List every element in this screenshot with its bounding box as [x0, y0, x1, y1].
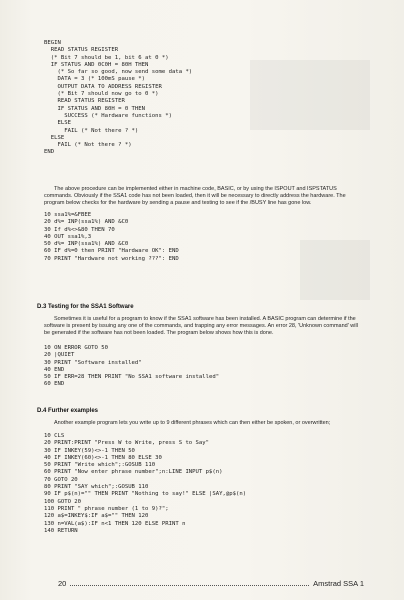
page-footer — [58, 579, 364, 588]
code-block-hardware-test: 10 ssa1%=&FBEE 20 d%= INP(ssa1%) AND &C0 30 If d%<>&80 THEN 70 40 OUT ssa1%,3 50 d%= INP(ssa1%) AND &C0 60 IF d%=0 then PRINT "Hardware OK": END 70 PRINT "Hardware not working ???": END — [44, 212, 179, 262]
paragraph-implementation: The above procedure can be implemented either in machine code, BASIC, or by using the ISPOUT and ISPSTATUS commands. Obviously if the SSA1 code has not been loaded, then it will be necessary to directly address the hardware. The program below checks for the hardware by sending a pause and testing to see if the /BUSY line has gone low. — [44, 186, 346, 207]
paragraph-software-test: Sometimes it is useful for a program to know if the SSA1 software has been installed. A BASIC program can determine if the software is present by issuing any one of the commands, and trapping any error messages. An error 28, 'Unknown command' will be generated if the software has not been loaded. The program below shows how this is done. — [44, 316, 358, 337]
show-through-mark — [250, 60, 370, 130]
code-block-software-test: 10 ON ERROR GOTO 50 20 |QUIET 30 PRINT "Software installed" 40 END 50 IF ERR=28 THEN PRINT "No SSA1 software installed" 60 END — [44, 345, 220, 388]
footer-leader-dots — [70, 580, 309, 586]
section-heading-d3: D.3 Testing for the SSA1 Software — [37, 304, 134, 310]
section-heading-d4: D.4 Further examples — [37, 408, 99, 414]
page-number: 20 — [58, 579, 67, 588]
code-block-phrase-program: 10 CLS 20 PRINT:PRINT "Press W to Write, press S to Say" 30 IF INKEY(59)<>-1 THEN 50 40 IF INKEY(60)<>-1 THEN 80 ELSE 30 50 PRINT "Write which";:GOSUB 110 60 PRINT "Now enter phrase number";n:LINE INPUT p$(n) 70 GOTO 20 80 PRINT "SAY which";:GOSUB 110 90 IF p$(n)="" THEN PRINT "Nothing to say!" ELSE |SAY,@p$(n) 100 GOTO 20 110 PRINT " phrase number (1 to 9)?"; 120 a$=INKEY$:IF a$="" THEN 120 130 n=VAL(a$):IF n<1 THEN 120 ELSE PRINT n 140 RETURN — [44, 433, 247, 534]
paragraph-further-examples: Another example program lets you write up to 9 different phrases which can then either be spoken, or overwritten; — [54, 420, 331, 426]
show-through-mark — [300, 240, 370, 300]
code-block-pseudocode: BEGIN READ STATUS REGISTER (* Bit 7 should be 1, bit 6 at 0 *) IF STATUS AND 0C0H = 80H THEN (* So far so good, now send some data *) DATA = 3 (* 100mS pause *) OUTPUT DATA TO ADDRESS REGISTER (* Bit 7 should now go to 0 *) READ STATUS REGISTER IF STATUS AND 80H = 0 THEN SUCCESS (* Hardware functions *) ELSE FAIL (* Not there ? *) ELSE FAIL (* Not there ? *) END — [44, 40, 193, 156]
footer-title: Amstrad SSA 1 — [313, 579, 364, 588]
